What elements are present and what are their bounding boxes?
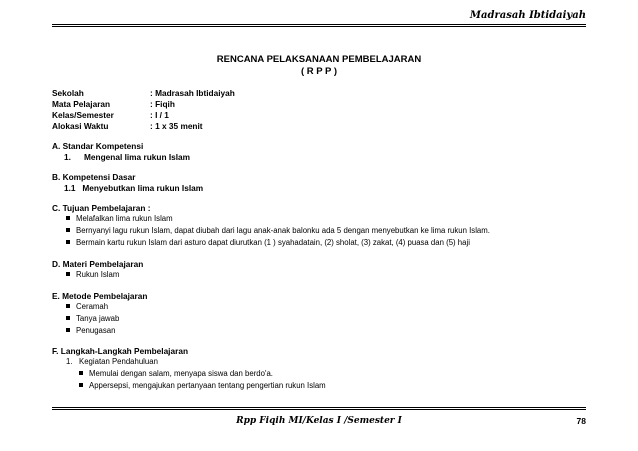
info-row: Kelas/Semester : I / 1 <box>52 110 169 120</box>
header-rule <box>52 24 586 25</box>
list-item: Penugasan <box>66 326 115 335</box>
list-item: Appersepsi, mengajukan pertanyaan tentang pengertian rukun Islam <box>79 381 326 390</box>
section-c-heading: C. Tujuan Pembelajaran : <box>52 203 151 213</box>
bullet-icon <box>66 328 70 332</box>
list-item: Bermain kartu rukun Islam dari asturo dapat diurutkan (1 ) syahadatain, (2) sholat, (3) zakat, (4) puasa dan (5) haji <box>66 238 470 247</box>
bullet-icon <box>66 304 70 308</box>
info-row: Alokasi Waktu : 1 x 35 menit <box>52 121 203 131</box>
footer-rule <box>52 407 586 408</box>
bullet-icon <box>79 383 83 387</box>
section-f-heading: F. Langkah-Langkah Pembelajaran <box>52 346 189 356</box>
list-item: Tanya jawab <box>66 314 119 323</box>
header-institution: Madrasah Ibtidaiyah <box>469 10 586 21</box>
page-number: 78 <box>576 416 586 426</box>
info-row: Sekolah : Madrasah Ibtidaiyah <box>52 88 235 98</box>
document-subtitle: ( R P P ) <box>300 66 338 77</box>
list-item: Bernyanyi lagu rukun Islam, dapat diubah dari lagu anak-anak balonku ada 5 dengan menyebutkan ke lima rukun Islam. <box>66 226 490 235</box>
section-d-heading: D. Materi Pembelajaran <box>52 259 144 269</box>
bullet-icon <box>66 272 70 276</box>
section-b-heading: B. Kompetensi Dasar <box>52 172 136 182</box>
footer-text: Rpp Fiqih MI/Kelas I /Semester I <box>236 416 402 426</box>
section-a-item: 1. Mengenal lima rukun Islam <box>64 152 191 162</box>
bullet-icon <box>66 240 70 244</box>
section-e-heading: E. Metode Pembelajaran <box>52 291 148 301</box>
document-title: RENCANA PELAKSANAAN PEMBELAJARAN <box>216 54 422 65</box>
section-a-heading: A. Standar Kompetensi <box>52 141 144 151</box>
section-b-item: 1.1 Menyebutkan lima rukun Islam <box>64 183 204 193</box>
bullet-icon <box>66 316 70 320</box>
bullet-icon <box>66 228 70 232</box>
bullet-icon <box>79 371 83 375</box>
list-item: Ceramah <box>66 302 108 311</box>
list-item: Memulai dengan salam, menyapa siswa dan berdo'a. <box>79 369 273 378</box>
list-item: Melafalkan lima rukun Islam <box>66 214 173 223</box>
list-item: Rukun Islam <box>66 270 119 279</box>
bullet-icon <box>66 216 70 220</box>
info-row: Mata Pelajaran : Fiqih <box>52 99 175 109</box>
section-f-step: 1. Kegiatan Pendahuluan <box>66 357 158 366</box>
